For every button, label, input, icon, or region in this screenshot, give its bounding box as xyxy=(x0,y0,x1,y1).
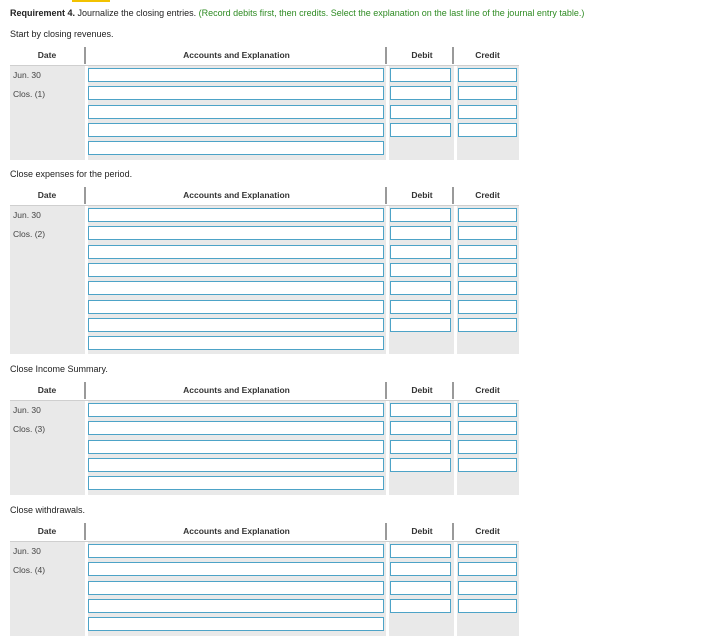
header-separator xyxy=(452,187,454,204)
header-separator xyxy=(385,47,387,64)
header-separator xyxy=(385,382,387,399)
credit-input[interactable] xyxy=(458,208,517,222)
header-separator xyxy=(385,187,387,204)
account-explanation-input[interactable] xyxy=(88,599,384,613)
credit-input[interactable] xyxy=(458,300,517,314)
account-explanation-input[interactable] xyxy=(88,300,384,314)
section-prompt-2: Close expenses for the period. xyxy=(10,169,133,179)
credit-input[interactable] xyxy=(458,440,517,454)
header-date: Date xyxy=(37,385,57,395)
header-date: Date xyxy=(37,190,57,200)
section-prompt-4: Close withdrawals. xyxy=(10,505,86,515)
entry-date: Jun. 30 xyxy=(13,405,41,415)
column-divider xyxy=(454,66,457,160)
header-debit: Debit xyxy=(411,526,433,536)
debit-input[interactable] xyxy=(390,208,451,222)
header-debit: Debit xyxy=(411,50,433,60)
account-explanation-input[interactable] xyxy=(88,86,384,100)
account-explanation-input[interactable] xyxy=(88,318,384,332)
entry-date: Jun. 30 xyxy=(13,210,41,220)
credit-input[interactable] xyxy=(458,562,517,576)
table-body xyxy=(10,401,519,495)
table-header xyxy=(10,381,519,401)
top-accent-line xyxy=(72,0,110,2)
account-explanation-input[interactable] xyxy=(88,440,384,454)
debit-input[interactable] xyxy=(390,318,451,332)
header-separator xyxy=(452,523,454,540)
debit-input[interactable] xyxy=(390,562,451,576)
debit-input[interactable] xyxy=(390,581,451,595)
debit-input[interactable] xyxy=(390,300,451,314)
header-separator xyxy=(84,382,86,399)
entry-reference: Clos. (3) xyxy=(13,424,46,434)
account-explanation-input[interactable] xyxy=(88,336,384,350)
table-header xyxy=(10,186,519,206)
debit-input[interactable] xyxy=(390,263,451,277)
account-explanation-input[interactable] xyxy=(88,245,384,259)
entry-reference: Clos. (2) xyxy=(13,229,46,239)
credit-input[interactable] xyxy=(458,281,517,295)
header-accounts-explanation: Accounts and Explanation xyxy=(183,526,290,536)
credit-input[interactable] xyxy=(458,68,517,82)
table-body xyxy=(10,542,519,636)
requirement-instruction: (Record debits first, then credits. Select the explanation on the last line of the journal entry table.) xyxy=(198,8,585,18)
account-explanation-input[interactable] xyxy=(88,581,384,595)
debit-input[interactable] xyxy=(390,544,451,558)
header-accounts-explanation: Accounts and Explanation xyxy=(183,50,290,60)
credit-input[interactable] xyxy=(458,599,517,613)
header-separator xyxy=(84,187,86,204)
header-credit: Credit xyxy=(475,385,500,395)
account-explanation-input[interactable] xyxy=(88,476,384,490)
entry-reference: Clos. (4) xyxy=(13,565,46,575)
debit-input[interactable] xyxy=(390,281,451,295)
column-divider xyxy=(386,542,389,636)
credit-input[interactable] xyxy=(458,544,517,558)
entry-reference: Clos. (1) xyxy=(13,89,46,99)
account-explanation-input[interactable] xyxy=(88,544,384,558)
header-debit: Debit xyxy=(411,385,433,395)
requirement-text: Journalize the closing entries. xyxy=(77,8,197,18)
table-header xyxy=(10,522,519,542)
credit-input[interactable] xyxy=(458,263,517,277)
account-explanation-input[interactable] xyxy=(88,263,384,277)
top-bar xyxy=(0,0,720,3)
debit-input[interactable] xyxy=(390,86,451,100)
debit-input[interactable] xyxy=(390,123,451,137)
journal-table-3 xyxy=(10,381,519,495)
header-accounts-explanation: Accounts and Explanation xyxy=(183,190,290,200)
column-divider xyxy=(386,206,389,354)
requirement-label: Requirement 4. xyxy=(10,8,76,18)
column-divider xyxy=(386,66,389,160)
account-explanation-input[interactable] xyxy=(88,562,384,576)
journal-table-1 xyxy=(10,46,519,160)
header-credit: Credit xyxy=(475,50,500,60)
header-date: Date xyxy=(37,526,57,536)
account-explanation-input[interactable] xyxy=(88,458,384,472)
journal-table-4 xyxy=(10,522,519,636)
account-explanation-input[interactable] xyxy=(88,105,384,119)
debit-input[interactable] xyxy=(390,599,451,613)
credit-input[interactable] xyxy=(458,123,517,137)
section-prompt-1: Start by closing revenues. xyxy=(10,29,114,39)
header-date: Date xyxy=(37,50,57,60)
credit-input[interactable] xyxy=(458,403,517,417)
credit-input[interactable] xyxy=(458,318,517,332)
header-separator xyxy=(385,523,387,540)
column-divider xyxy=(386,401,389,495)
debit-input[interactable] xyxy=(390,68,451,82)
header-separator xyxy=(84,523,86,540)
header-separator xyxy=(84,47,86,64)
credit-input[interactable] xyxy=(458,458,517,472)
header-accounts-explanation: Accounts and Explanation xyxy=(183,385,290,395)
debit-input[interactable] xyxy=(390,403,451,417)
journal-table-2 xyxy=(10,186,519,354)
credit-input[interactable] xyxy=(458,86,517,100)
account-explanation-input[interactable] xyxy=(88,281,384,295)
debit-input[interactable] xyxy=(390,245,451,259)
credit-input[interactable] xyxy=(458,226,517,240)
credit-input[interactable] xyxy=(458,421,517,435)
column-divider xyxy=(454,401,457,495)
account-explanation-input[interactable] xyxy=(88,141,384,155)
credit-input[interactable] xyxy=(458,581,517,595)
account-explanation-input[interactable] xyxy=(88,421,384,435)
table-header xyxy=(10,46,519,66)
header-credit: Credit xyxy=(475,190,500,200)
entry-date: Jun. 30 xyxy=(13,546,41,556)
header-separator xyxy=(452,382,454,399)
column-divider xyxy=(454,206,457,354)
debit-input[interactable] xyxy=(390,440,451,454)
account-explanation-input[interactable] xyxy=(88,68,384,82)
header-credit: Credit xyxy=(475,526,500,536)
section-prompt-3: Close Income Summary. xyxy=(10,364,108,374)
entry-date: Jun. 30 xyxy=(13,70,41,80)
table-body xyxy=(10,66,519,160)
table-body xyxy=(10,206,519,354)
credit-input[interactable] xyxy=(458,245,517,259)
debit-input[interactable] xyxy=(390,458,451,472)
account-explanation-input[interactable] xyxy=(88,617,384,631)
account-explanation-input[interactable] xyxy=(88,123,384,137)
debit-input[interactable] xyxy=(390,226,451,240)
header-debit: Debit xyxy=(411,190,433,200)
account-explanation-input[interactable] xyxy=(88,208,384,222)
account-explanation-input[interactable] xyxy=(88,403,384,417)
header-separator xyxy=(452,47,454,64)
credit-input[interactable] xyxy=(458,105,517,119)
account-explanation-input[interactable] xyxy=(88,226,384,240)
requirement-line xyxy=(10,8,584,18)
debit-input[interactable] xyxy=(390,421,451,435)
column-divider xyxy=(454,542,457,636)
debit-input[interactable] xyxy=(390,105,451,119)
